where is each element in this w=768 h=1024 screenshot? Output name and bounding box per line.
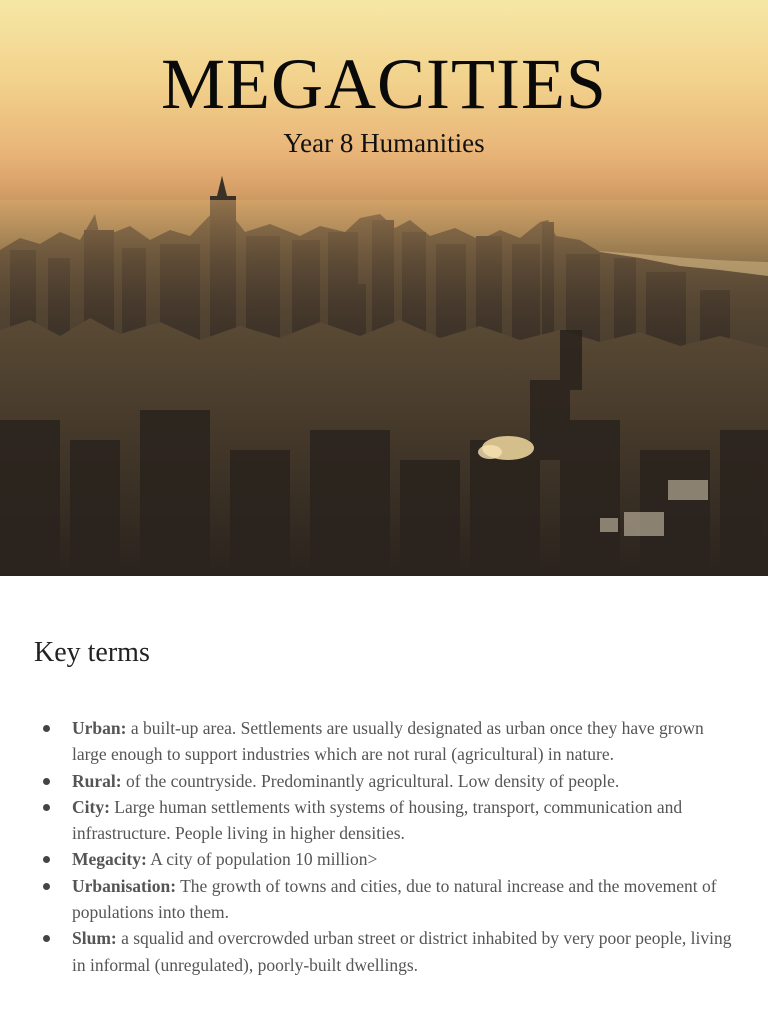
bullet-icon (43, 804, 50, 811)
term-definition: The growth of towns and cities, due to natural increase and the movement of populations into them. (72, 875, 717, 923)
key-terms-list (40, 715, 740, 978)
term-label: Slum: (72, 928, 117, 949)
term-definition: Large human settlements with systems of housing, transport, communication and infrastructure. People living in higher densities. (72, 796, 683, 844)
key-terms-heading: Key terms (34, 637, 150, 668)
term-label: Rural: (72, 770, 122, 791)
key-term-slum (40, 925, 740, 978)
term-label: Urbanisation: (72, 875, 177, 896)
key-term-urban (40, 715, 740, 768)
key-term-megacity (40, 846, 740, 872)
term-definition: a squalid and overcrowded urban street or district inhabited by very poor people, living in informal (unregulated), poorly-built dwellings. (72, 928, 732, 975)
term-label: City: (72, 796, 110, 817)
key-term-rural (40, 768, 740, 794)
bullet-icon (43, 725, 50, 732)
bullet-icon (43, 778, 50, 785)
term-definition: A city of population 10 million> (146, 849, 378, 870)
bullet-icon (43, 883, 50, 890)
term-label: Urban: (72, 718, 127, 738)
bullet-icon (43, 856, 50, 863)
term-label: Megacity: (72, 849, 147, 870)
key-term-city (40, 794, 740, 847)
bullet-icon (43, 935, 50, 942)
key-term-urbanisation (40, 873, 740, 926)
page-subtitle: Year 8 Humanities (283, 128, 485, 158)
term-definition: of the countryside. Predominantly agricultural. Low density of people. (121, 770, 620, 791)
page-title: MEGACITIES (161, 44, 607, 124)
term-definition: a built-up area. Settlements are usually designated as urban once they have grown large enough to support industries which are not rural (agricultural) in nature. (72, 718, 704, 765)
